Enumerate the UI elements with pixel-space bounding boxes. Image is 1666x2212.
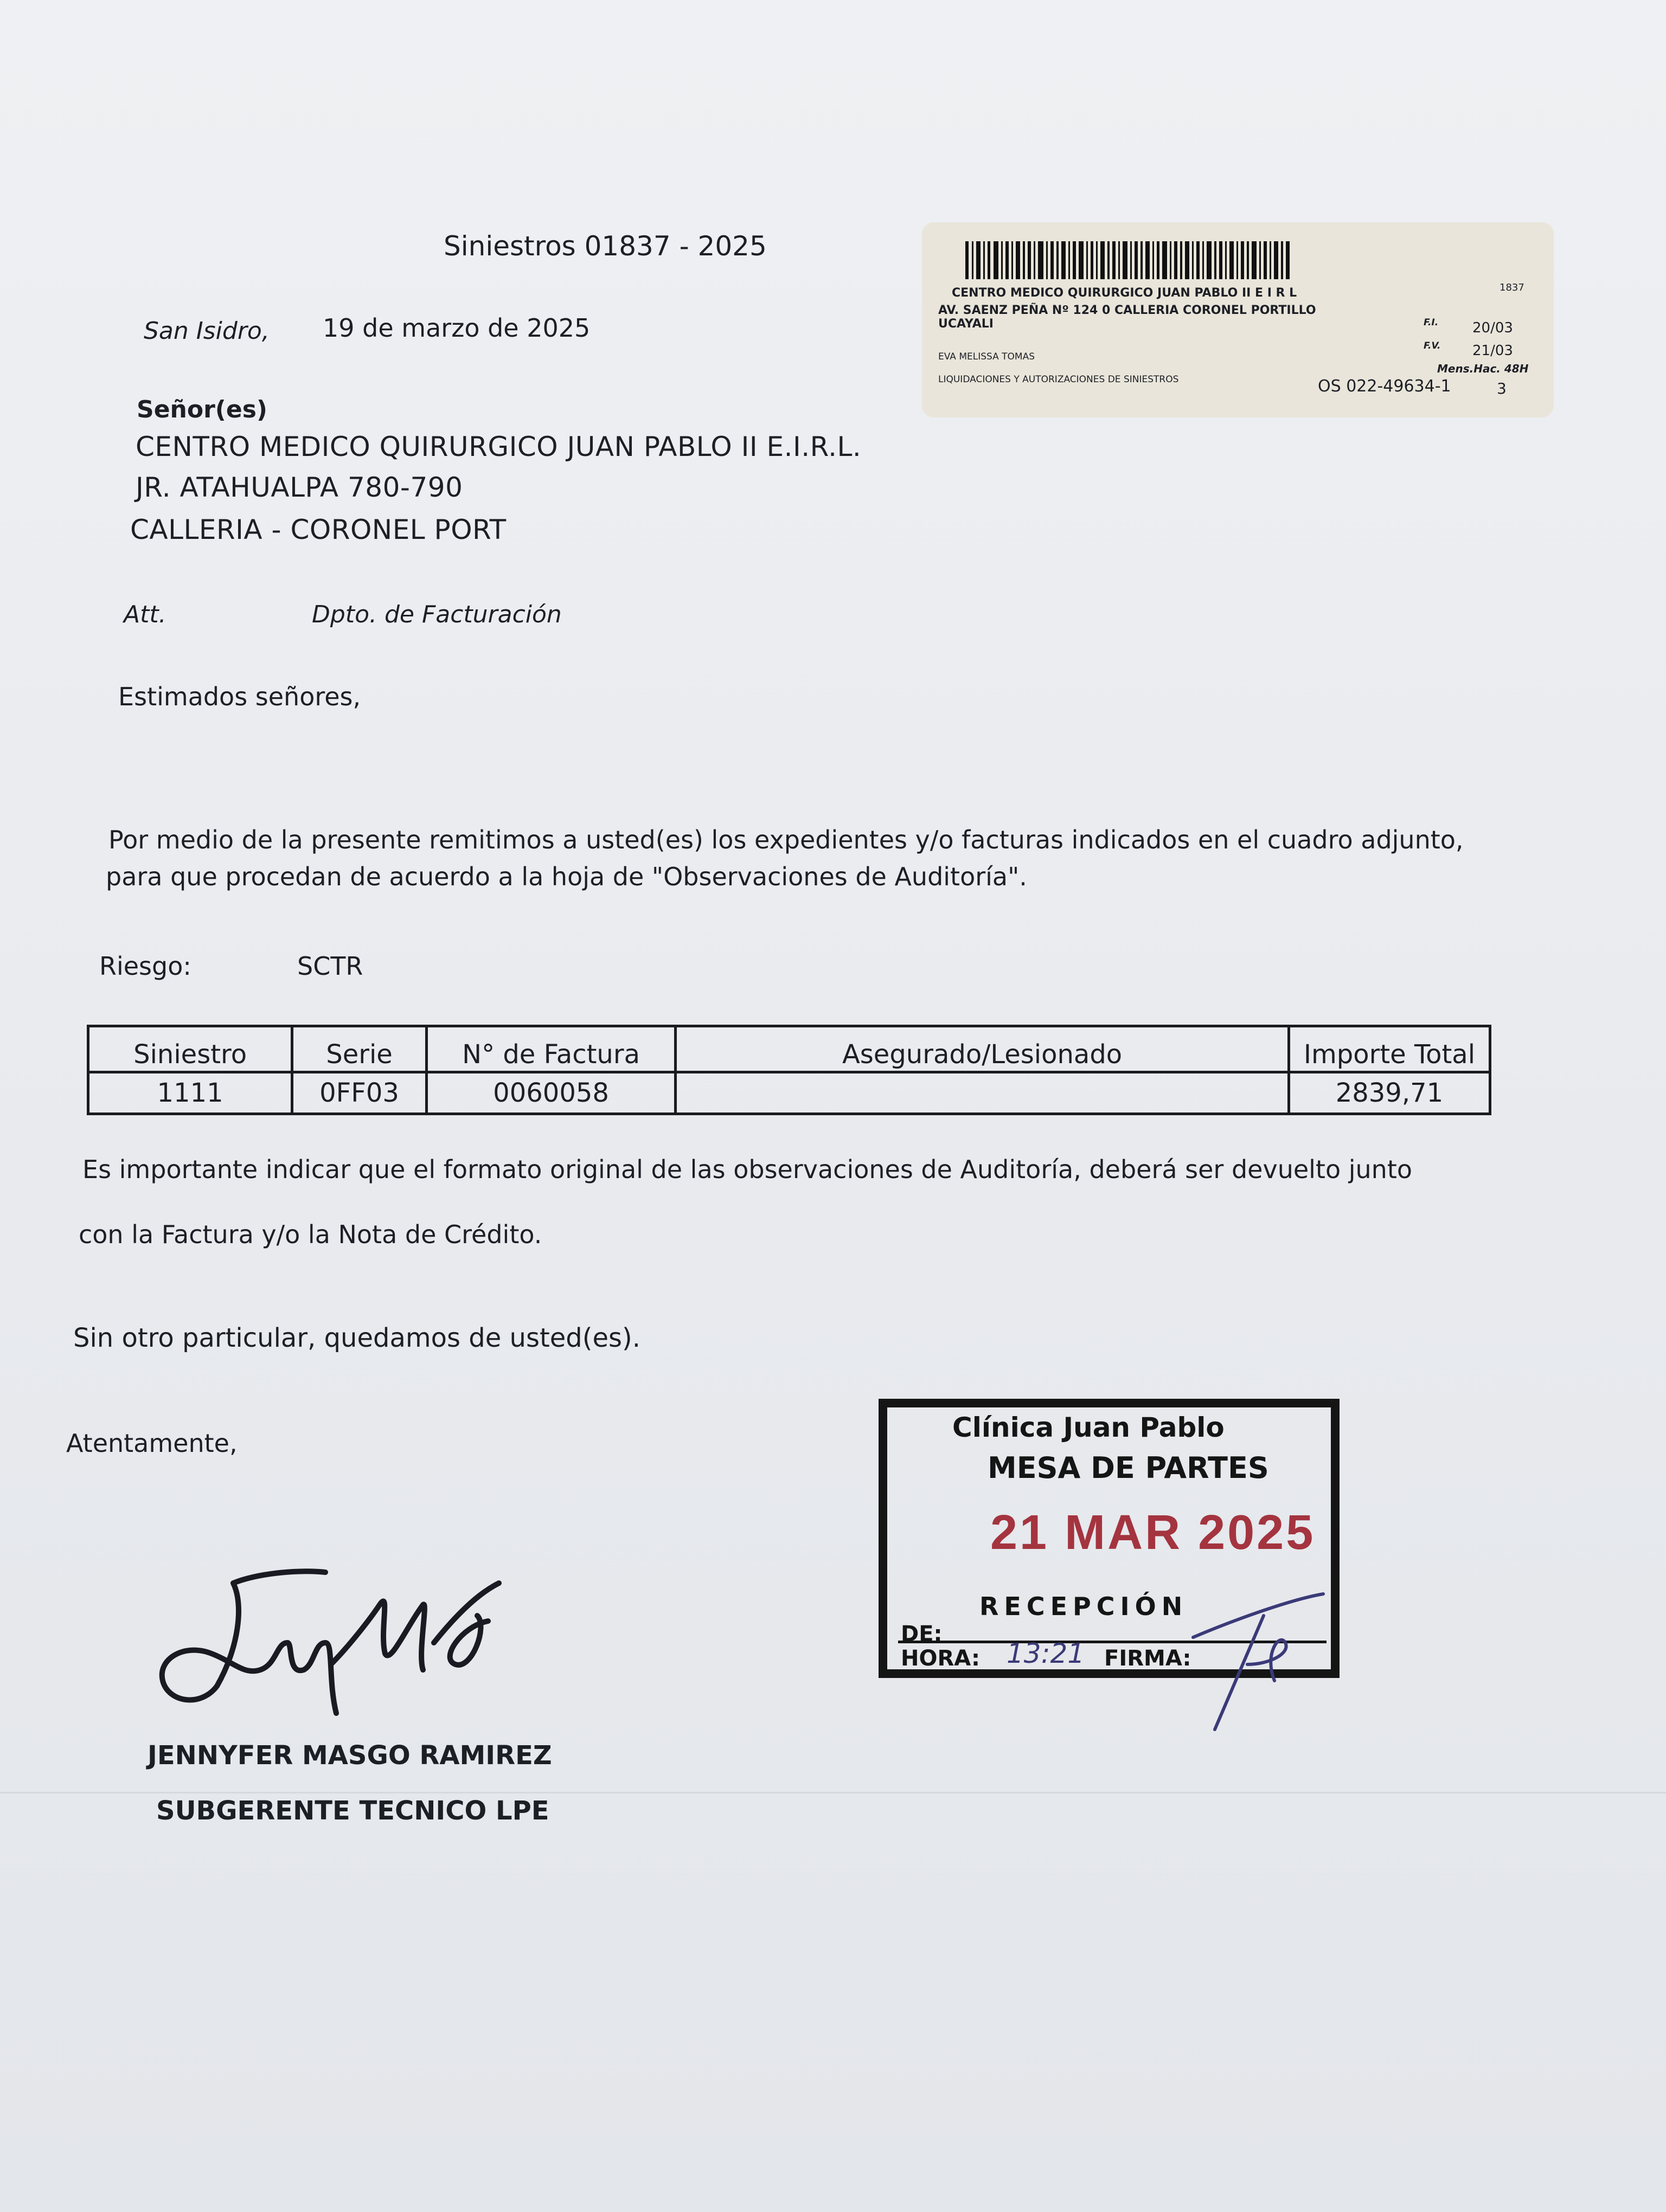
- sticker-department: LIQUIDACIONES Y AUTORIZACIONES DE SINIESTROS: [938, 374, 1179, 385]
- sticker-os: OS 022-49634-1: [1318, 377, 1451, 396]
- recipient-name: CENTRO MEDICO QUIRURGICO JUAN PABLO II E.I.R.L.: [136, 431, 862, 462]
- letter-place: San Isidro,: [144, 317, 270, 345]
- stamp-date: 21 MAR 2025: [990, 1506, 1316, 1560]
- signer-name: JENNYFER MASGO RAMIREZ: [148, 1740, 552, 1771]
- paragraph1-line1: Por medio de la presente remitimos a usted(es) los expedientes y/o facturas indicados en el cuadro adjunto,: [108, 825, 1464, 854]
- paragraph1-line2: para que procedan de acuerdo a la hoja de "Observaciones de Auditoría".: [106, 862, 1027, 891]
- sticker-fv-label: F.V.: [1424, 340, 1441, 351]
- sticker-city: UCAYALI: [938, 317, 994, 331]
- sticker-person: EVA MELISSA TOMAS: [938, 351, 1035, 362]
- paper-fold: [0, 1792, 1666, 1793]
- sticker-fv-value: 21/03: [1472, 343, 1513, 359]
- barcode-icon: [965, 241, 1291, 279]
- paragraph2-line2: con la Factura y/o la Nota de Crédito.: [79, 1220, 542, 1249]
- stamp-hora-value: 13:21: [1007, 1638, 1085, 1669]
- greeting: Estimados señores,: [118, 682, 361, 711]
- header-serie: Serie: [292, 1026, 427, 1072]
- letter-title: Siniestros 01837 - 2025: [444, 230, 767, 262]
- signer-role: SUBGERENTE TECNICO LPE: [156, 1796, 549, 1826]
- header-factura: N° de Factura: [426, 1026, 675, 1072]
- stamp-clinic: Clínica Juan Pablo: [952, 1412, 1225, 1443]
- paragraph3: Sin otro particular, quedamos de usted(es).: [73, 1323, 641, 1353]
- cell-factura: 0060058: [426, 1072, 675, 1114]
- sticker-fi-label: F.I.: [1424, 317, 1439, 328]
- stamp-de-label: DE:: [901, 1622, 943, 1647]
- sticker-address: AV. SAENZ PEÑA Nº 124 0 CALLERIA CORONEL PORTILLO: [938, 304, 1316, 317]
- recipient-address-line1: JR. ATAHUALPA 780-790: [136, 472, 463, 503]
- risk-value: SCTR: [297, 951, 363, 981]
- att-value: Dpto. de Facturación: [312, 601, 562, 628]
- cell-serie: 0FF03: [292, 1072, 427, 1114]
- att-label: Att.: [124, 601, 166, 628]
- sticker-mens: Mens.Hac. 48H: [1437, 362, 1529, 375]
- stamp-desk: MESA DE PARTES: [988, 1451, 1269, 1485]
- sticker-os-count: 3: [1497, 380, 1507, 397]
- header-importe: Importe Total: [1289, 1026, 1490, 1072]
- header-siniestro: Siniestro: [88, 1026, 292, 1072]
- stamp-firma-label: FIRMA:: [1104, 1646, 1191, 1671]
- table-header-row: [88, 1026, 1490, 1072]
- signature-icon: [152, 1561, 521, 1724]
- sticker-number: 1837: [1500, 282, 1524, 293]
- cell-siniestro: 1111: [88, 1072, 292, 1114]
- closing: Atentamente,: [66, 1429, 238, 1458]
- paragraph2-line1: Es importante indicar que el formato original de las observaciones de Auditoría, deberá ser devuelto junto: [82, 1155, 1412, 1184]
- stamp-hora-label: HORA:: [901, 1646, 980, 1671]
- cell-importe: 2839,71: [1289, 1072, 1490, 1114]
- header-asegurado: Asegurado/Lesionado: [676, 1026, 1289, 1072]
- table-row: [88, 1072, 1490, 1114]
- risk-label: Riesgo:: [99, 951, 191, 981]
- invoice-table: [87, 1025, 1491, 1115]
- letter-date: 19 de marzo de 2025: [323, 313, 591, 343]
- sticker-fi-value: 20/03: [1472, 320, 1513, 336]
- cell-asegurado: [676, 1072, 1289, 1114]
- recipient-address-line2: CALLERIA - CORONEL PORT: [130, 514, 507, 545]
- stamp-reception: RECEPCIÓN: [979, 1592, 1188, 1621]
- stamp-signature-icon: [1182, 1572, 1345, 1735]
- barcode-sticker: [922, 222, 1554, 417]
- salutation-heading: Señor(es): [137, 396, 268, 423]
- sticker-clinic: CENTRO MEDICO QUIRURGICO JUAN PABLO II E I R L: [952, 286, 1297, 300]
